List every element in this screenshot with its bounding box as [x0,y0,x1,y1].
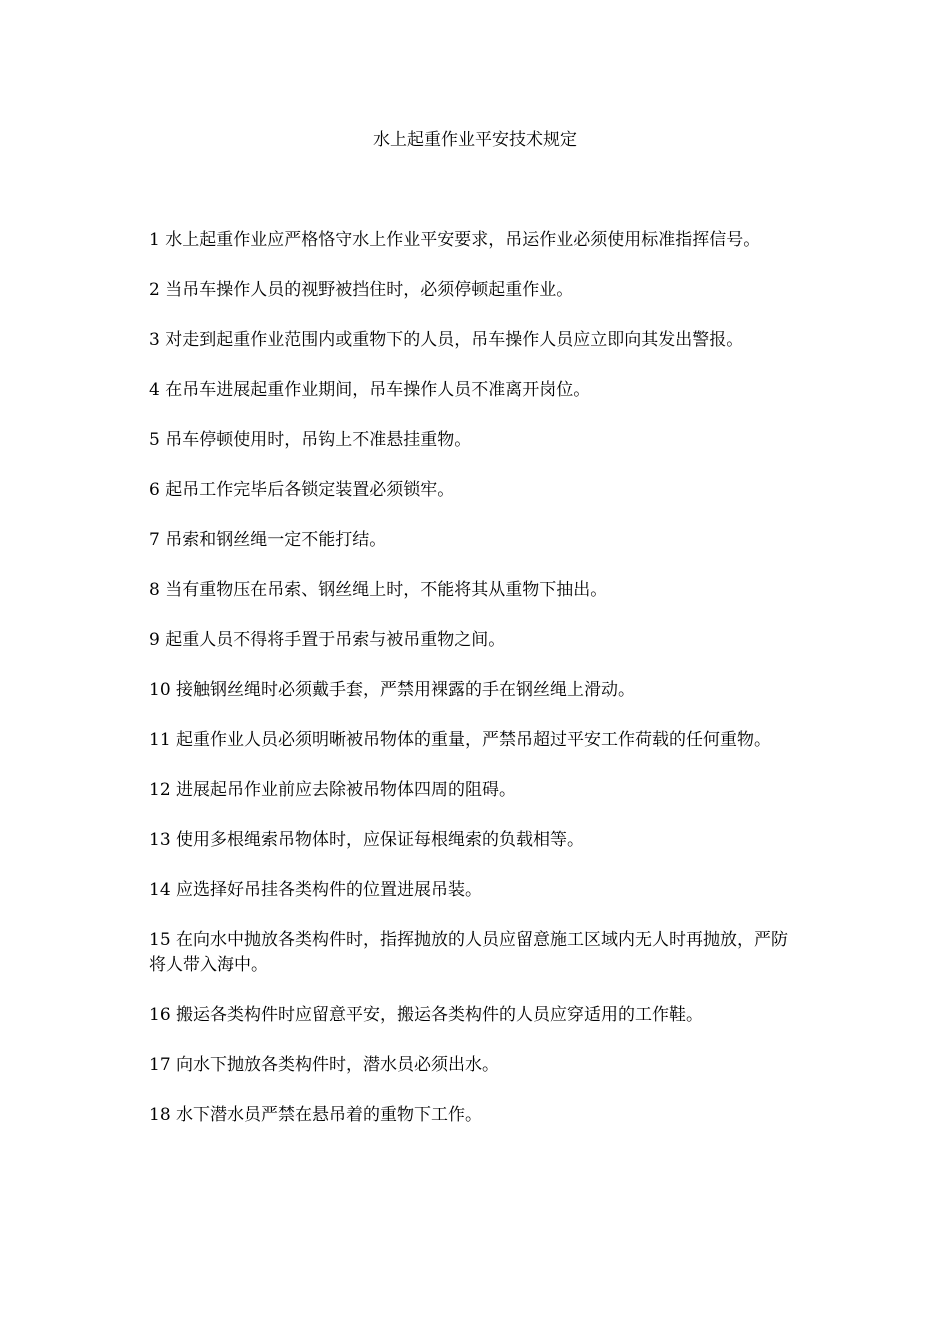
rule-item: 14 应选择好吊挂各类构件的位置进展吊装。 [149,880,483,900]
rule-item: 10 接触钢丝绳时必须戴手套，严禁用裸露的手在钢丝绳上滑动。 [149,680,636,700]
rule-item: 6 起吊工作完毕后各锁定装置必须锁牢。 [149,480,455,500]
rule-item: 8 当有重物压在吊索、钢丝绳上时，不能将其从重物下抽出。 [149,580,608,600]
rule-item: 5 吊车停顿使用时，吊钩上不准悬挂重物。 [149,430,472,450]
rule-item: 3 对走到起重作业范围内或重物下的人员，吊车操作人员应立即向其发出警报。 [149,330,744,350]
rule-item: 7 吊索和钢丝绳一定不能打结。 [149,530,387,550]
rule-item: 4 在吊车进展起重作业期间，吊车操作人员不准离开岗位。 [149,380,591,400]
rule-item: 11 起重作业人员必须明晰被吊物体的重量，严禁吊超过平安工作荷载的任何重物。 [149,730,772,750]
rule-item: 9 起重人员不得将手置于吊索与被吊重物之间。 [149,630,506,650]
rule-item: 18 水下潜水员严禁在悬吊着的重物下工作。 [149,1105,483,1125]
rule-item: 17 向水下抛放各类构件时，潜水员必须出水。 [149,1055,500,1075]
rule-item: 12 进展起吊作业前应去除被吊物体四周的阻碍。 [149,780,517,800]
rule-item: 1 水上起重作业应严格恪守水上作业平安要求，吊运作业必须使用标准指挥信号。 [149,230,761,250]
rule-item: 16 搬运各类构件时应留意平安，搬运各类构件的人员应穿适用的工作鞋。 [149,1005,704,1025]
rule-item: 13 使用多根绳索吊物体时，应保证每根绳索的负载相等。 [149,830,585,850]
rule-item: 15 在向水中抛放各类构件时，指挥抛放的人员应留意施工区域内无人时再抛放，严防将人带入海中。 [149,930,789,975]
rule-item: 2 当吊车操作人员的视野被挡住时，必须停顿起重作业。 [149,280,574,300]
rules-list [149,228,801,1153]
document-title: 水上起重作业平安技术规定 [373,130,577,150]
